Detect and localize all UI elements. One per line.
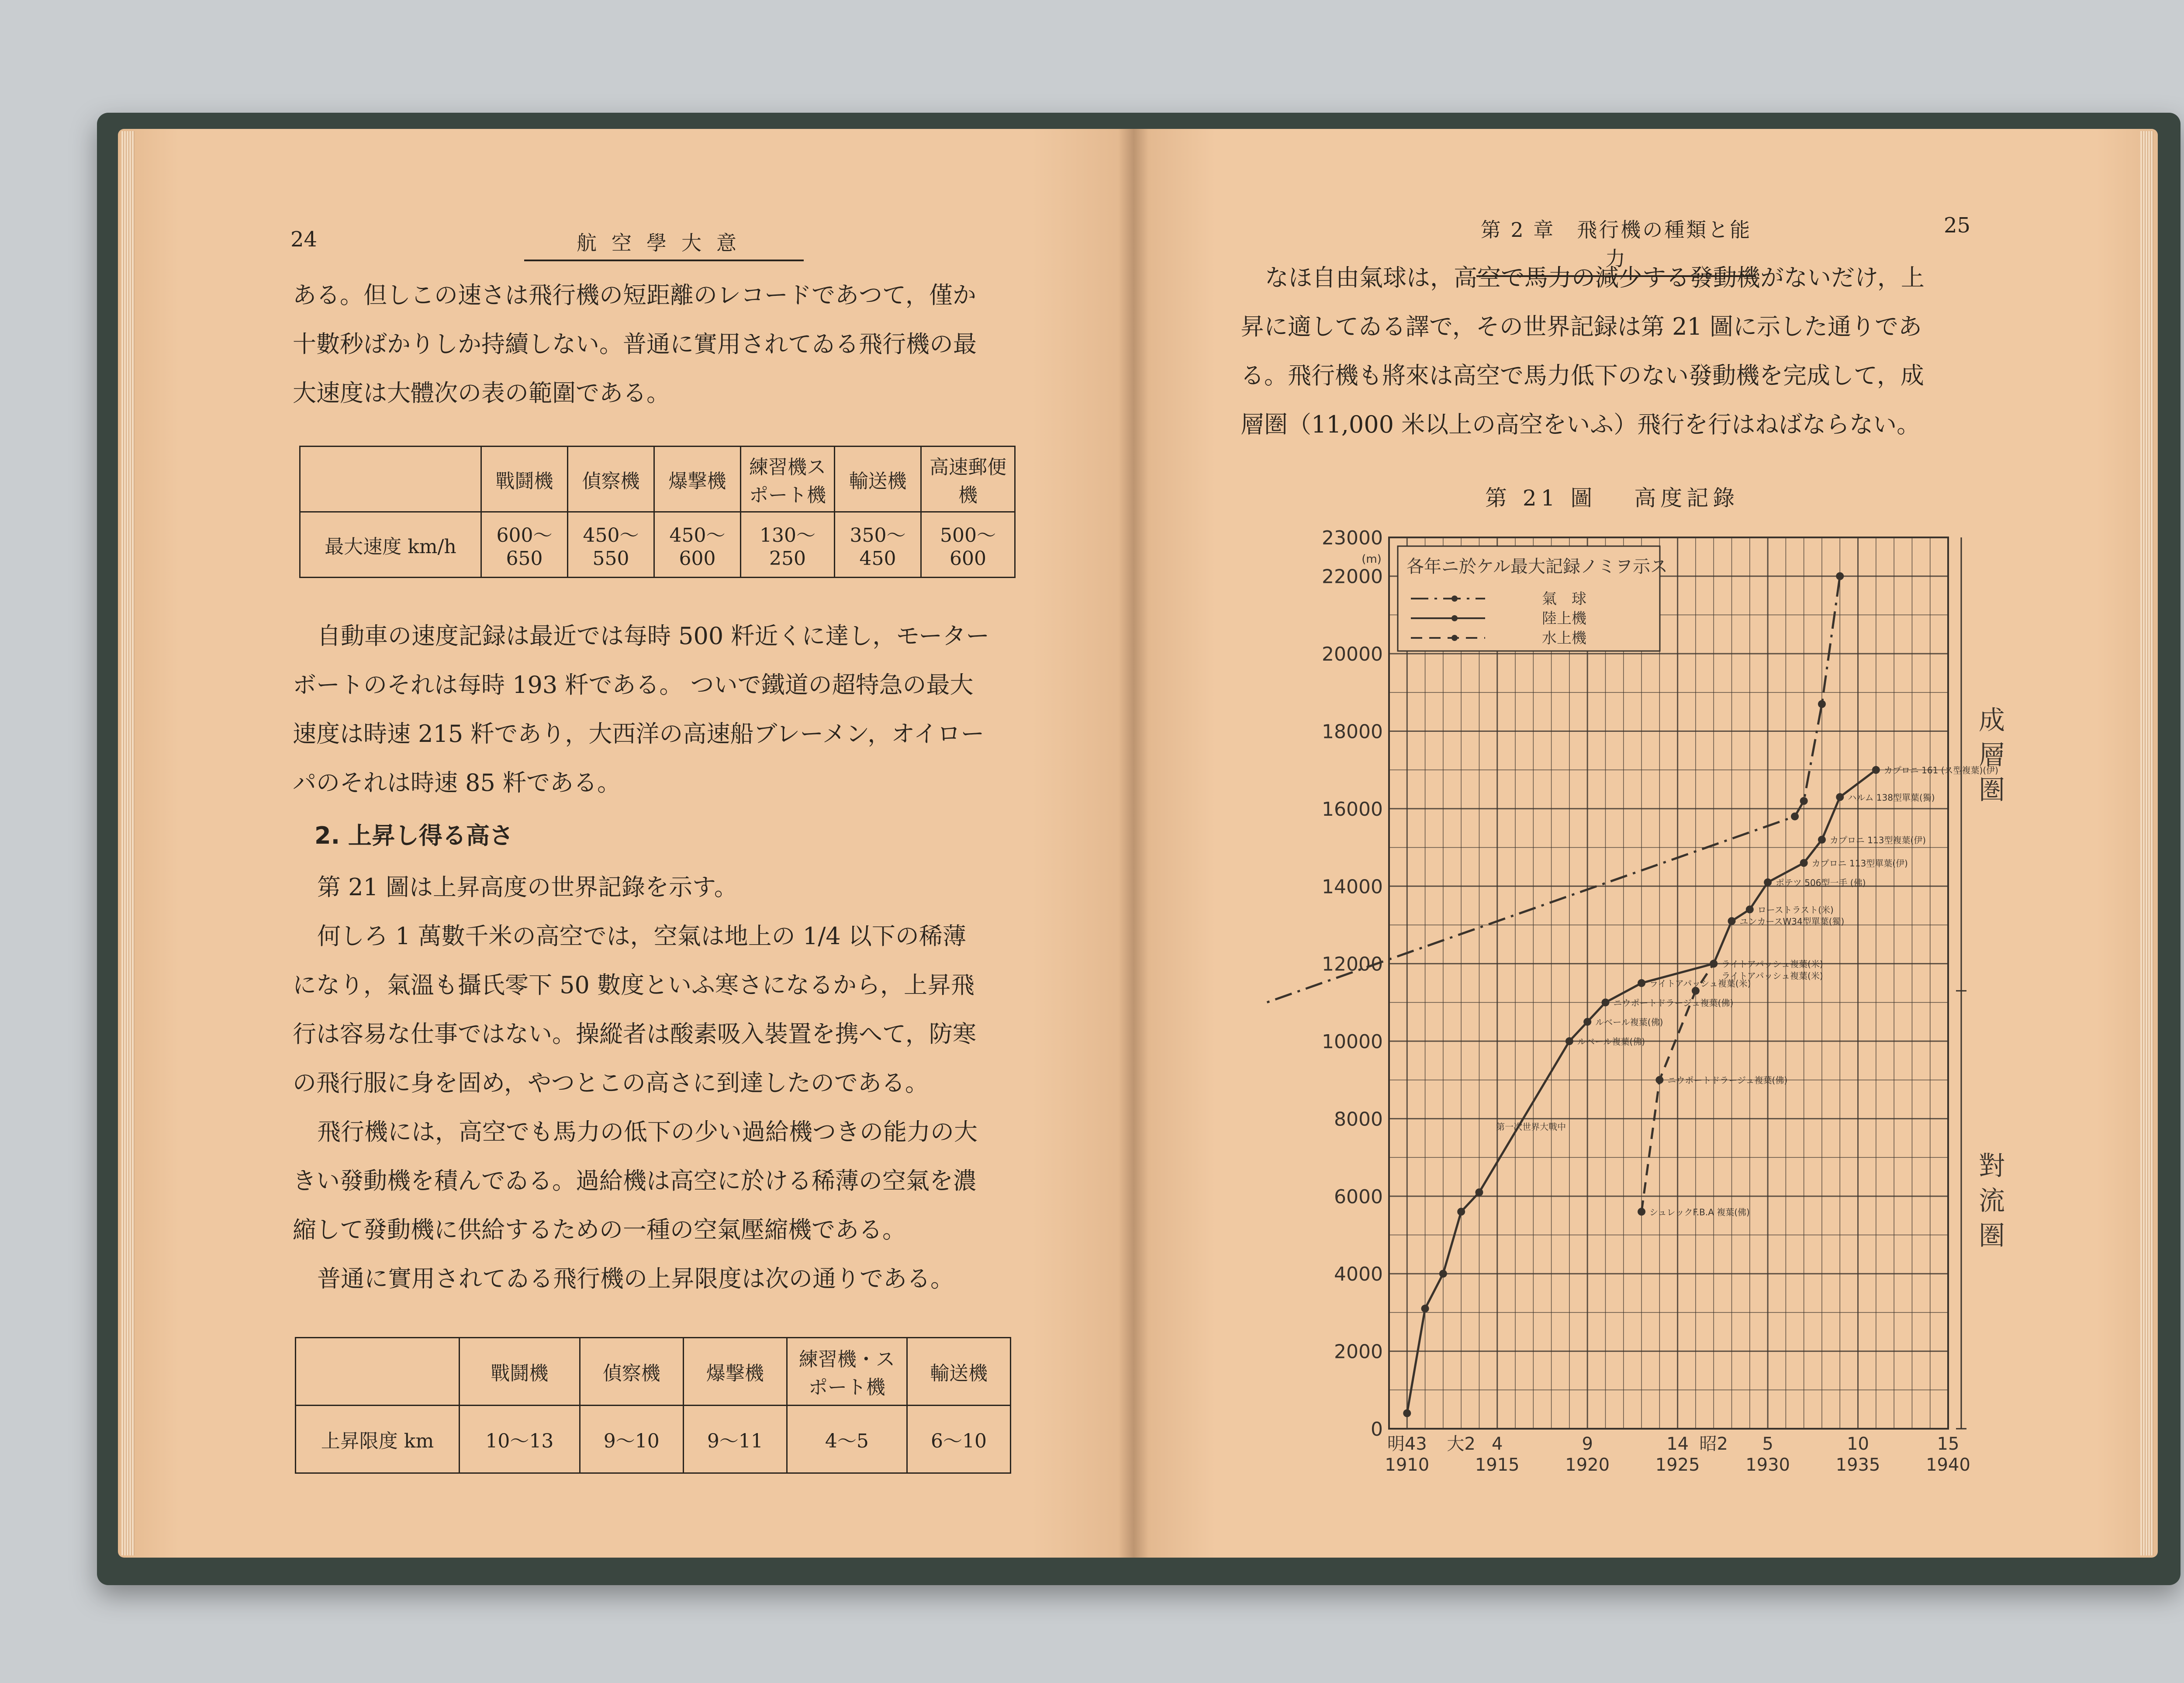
point-annotation: ルベール複葉(佛) — [1595, 1017, 1663, 1028]
left-running-title: 航空學大意 — [524, 227, 804, 261]
point-annotation: ローストラスト(米) — [1757, 904, 1834, 915]
data-point — [1710, 960, 1717, 968]
zone-label: 層 — [1979, 740, 2005, 771]
x-tick-label-year: 1930 — [1745, 1455, 1790, 1475]
data-point — [1800, 859, 1808, 867]
legend-series-name: 陸上機 — [1542, 610, 1586, 627]
data-point — [1565, 1037, 1573, 1045]
x-tick-label-year: 1935 — [1835, 1455, 1880, 1475]
data-point — [1439, 1270, 1447, 1278]
point-annotation: ニウポートドラージュ複葉(佛) — [1667, 1075, 1788, 1086]
left-paragraph-3: 第 21 圖は上昇高度の世界記錄を示す。 何しろ 1 萬數千米の高空では，空氣は地上の 1/4 以下の稀薄 になり，氣溫も攝氏零下 50 數度といふ寒さになるから，上昇飛 行は容易な仕事ではない。操縱者は酸素吸入裝置を携へて，防寒 の飛行服に身を固め，やつとこの高さに到達したのである。 飛行機には，高空でも馬力の低下の少い過給機つきの能力の大 きい發動機を積んでゐる。過給機は高空に於ける稀薄の空氣を濃 縮して發動機に供給するための一種の空氣壓縮機である。 普通に實用されてゐる飛行機の上昇限度は次の通りである。 — [293, 873, 978, 1292]
y-tick-label: 0 — [1371, 1418, 1383, 1441]
zone-label: 流 — [1979, 1185, 2005, 1216]
data-point — [1746, 905, 1754, 913]
legend-series-name: 氣 球 — [1542, 590, 1586, 608]
point-annotation: ライトアパッシュ複葉(米) — [1721, 959, 1823, 970]
x-tick-label-era: 4 — [1492, 1434, 1503, 1454]
point-annotation: カプロニ 113型複葉(伊) — [1829, 835, 1926, 845]
y-tick-label: 12000 — [1322, 953, 1383, 976]
x-tick-label-era: 15 — [1937, 1434, 1959, 1454]
legend-title: 各年ニ於ケル最大記録ノミヲ示ス — [1406, 557, 1668, 577]
data-point — [1403, 1409, 1411, 1417]
point-annotation: カプロニ 161 (ス型複葉)(伊) — [1883, 765, 1998, 776]
point-annotation: シュレックF.B.A 複葉(佛) — [1649, 1207, 1750, 1218]
ceiling-table: 戰鬪機 偵察機 爆撃機 練習機・スポート機 輸送機 上昇限度 km 10～13 9～10 9～11 4～5 6～10 — [295, 1337, 1011, 1474]
data-point — [1872, 766, 1880, 774]
data-point — [1836, 572, 1844, 580]
x-tick-label-era: 昭2 — [1699, 1434, 1728, 1454]
x-tick-label-year: 1910 — [1385, 1455, 1430, 1475]
legend-marker — [1451, 635, 1458, 641]
x-tick-label-year: 1940 — [1926, 1455, 1970, 1475]
data-point — [1800, 797, 1808, 805]
page-edges-right — [2140, 131, 2153, 1555]
y-unit-label: (m) — [1362, 553, 1382, 566]
y-tick-label: 2000 — [1334, 1340, 1383, 1363]
x-tick-label-year: 1925 — [1655, 1455, 1700, 1475]
y-tick-label: 20000 — [1322, 643, 1383, 666]
data-point — [1638, 979, 1645, 987]
data-point — [1728, 917, 1736, 925]
y-tick-label: 10000 — [1322, 1031, 1383, 1053]
x-tick-label-era: 大2 — [1447, 1434, 1476, 1454]
chart-series — [1267, 572, 1880, 1417]
data-point — [1457, 1208, 1465, 1216]
data-point — [1583, 1018, 1591, 1026]
x-tick-label-year: 1915 — [1475, 1455, 1520, 1475]
zone-label: 成 — [1979, 705, 2005, 736]
section-heading: 2. 上昇し得る高さ — [314, 822, 513, 849]
data-point — [1638, 1208, 1645, 1216]
x-tick-label-era: 10 — [1847, 1434, 1870, 1454]
right-page-number: 25 — [1944, 213, 1971, 238]
y-tick-label: 18000 — [1322, 720, 1383, 743]
altitude-record-chart — [1267, 520, 2009, 1481]
left-paragraph-2: 自動車の速度記録は最近では每時 500 粁近くに達し，モーター ボートのそれは每時 193 粁である。 ついで鐵道の超特急の最大 速度は時速 215 粁であり，大西洋の高速船ブレーメン，オイロー パのそれは時速 85 粁である。 — [293, 622, 990, 796]
zone-label: 對 — [1979, 1150, 2005, 1181]
y-tick-label: 4000 — [1334, 1263, 1383, 1286]
y-tick-label: 22000 — [1322, 565, 1383, 588]
data-point — [1421, 1305, 1429, 1312]
book-gutter — [1118, 129, 1149, 1558]
y-tick-label: 8000 — [1334, 1108, 1383, 1131]
y-tick-label: 6000 — [1334, 1185, 1383, 1208]
data-point — [1764, 878, 1772, 886]
x-tick-label-year: 1920 — [1565, 1455, 1610, 1475]
data-point — [1836, 793, 1844, 801]
chart-legend — [1398, 546, 1668, 651]
point-annotation: ハルム 138型單葉(獨) — [1848, 792, 1935, 803]
x-tick-label-era: 5 — [1762, 1434, 1773, 1454]
data-point — [1655, 1076, 1663, 1084]
legend-series-name: 水上機 — [1542, 630, 1586, 647]
page-edges-left — [121, 131, 135, 1555]
point-annotation: カプロニ 113型單葉(伊) — [1811, 858, 1908, 869]
data-point — [1818, 836, 1826, 844]
data-point — [1791, 813, 1799, 821]
point-annotation: 第一次世界大戰中 — [1496, 1122, 1566, 1132]
data-point — [1601, 998, 1609, 1006]
data-point — [1475, 1188, 1483, 1196]
figure-caption: 第 21 圖 高度記錄 — [1485, 485, 1739, 511]
left-page-number: 24 — [290, 227, 318, 252]
data-point — [1818, 700, 1826, 708]
point-annotation: ルベール複葉(佛) — [1577, 1036, 1645, 1047]
y-tick-label: 16000 — [1322, 798, 1383, 821]
y-tick-label: 14000 — [1322, 876, 1383, 898]
x-tick-label-era: 明43 — [1387, 1434, 1427, 1454]
right-paragraph: なほ自由氣球は，高空で馬力の減少する發動機がないだけ，上 昇に適してゐる譯で，その世界記録は第 21 圖に示した通りであ る。飛行機も將來は高空で馬力低下のない發動機を完成して，成 層圏（11,000 米以上の高空をいふ）飛行を行はねばならない。 — [1241, 264, 1925, 438]
legend-marker — [1451, 596, 1458, 602]
y-tick-label: 23000 — [1322, 527, 1383, 549]
x-tick-label-era: 9 — [1582, 1434, 1593, 1454]
zone-label: 圏 — [1979, 1220, 2005, 1251]
zone-label: 圏 — [1979, 775, 2005, 806]
chart-labels — [1322, 527, 2005, 1475]
legend-marker — [1451, 615, 1458, 621]
right-running-title: 第 2 章 飛行機の種類と能力 — [1476, 214, 1756, 277]
x-tick-label-era: 14 — [1666, 1434, 1689, 1454]
point-annotation: ライトアパッシュ複葉(米) — [1721, 970, 1823, 981]
speed-table: 戰鬪機 偵察機 爆撃機 練習機スポート機 輸送機 高速郵便機 最大速度 km/h 600～650 450～550 450～600 130～250 350～450 500～600 — [299, 446, 1016, 578]
point-annotation: ニウポートドラージュ複葉(佛) — [1613, 997, 1734, 1008]
point-annotation: ユンカースW34型單葉(獨) — [1739, 916, 1845, 927]
left-paragraph-1: ある。但しこの速さは飛行機の短距離のレコードであつて，僅か 十數秒ばかりしか持續しない。普通に實用されてゐる飛行機の最 大速度は大體次の表の範圍である。 — [293, 281, 977, 407]
point-annotation: ライトアパッシュ複葉(米) — [1649, 978, 1751, 989]
point-annotation: ポテツ 506型一手 (佛) — [1776, 877, 1866, 888]
